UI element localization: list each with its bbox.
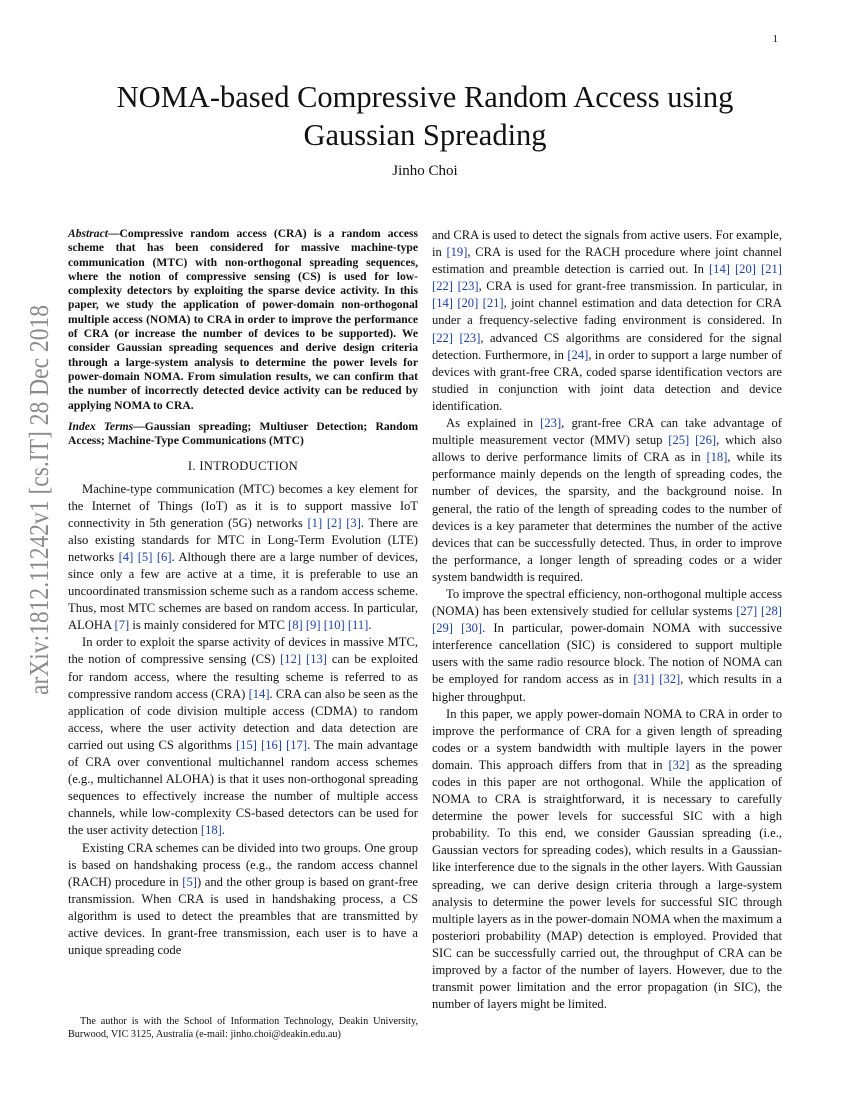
author-name: Jinho Choi	[392, 163, 458, 179]
section-heading-introduction: I. INTRODUCTION	[187, 459, 299, 474]
citation-link[interactable]: [22]	[432, 279, 453, 294]
citation-link[interactable]: [32]	[659, 672, 681, 687]
citation-link[interactable]: [9]	[305, 618, 321, 633]
text-run: .	[368, 618, 372, 633]
text-run: and CRA is used to detect the signals from active users. For example, in	[432, 228, 782, 260]
right-column	[432, 227, 782, 1013]
text-run: , CRA is used for grant-free transmission. In particular, in	[478, 279, 782, 294]
citation-link[interactable]: [21]	[482, 296, 504, 311]
citation-link[interactable]: [4]	[118, 549, 134, 564]
citation-link[interactable]: [20]	[457, 296, 479, 311]
citation-link[interactable]: [14]	[708, 262, 730, 277]
text-run: . Although there are a large number of devices, since only a few are active at a time, it is preferable to use an uncoordinated transmission scheme such as a random access scheme. Thus, most MTC schemes are based on random access. In particular, ALOHA	[68, 549, 418, 633]
citation-link[interactable]: [6]	[156, 549, 172, 564]
citation-link[interactable]: [22]	[432, 330, 453, 345]
text-run	[453, 621, 461, 635]
text-run: . CRA can also be seen as the application of code division multiple access (CDMA) to random access, where the user activity detection and data detection are carried out using CS algorithms	[68, 686, 418, 752]
index-terms-text: —Gaussian spreading; Multiuser Detection; Random Access; Machine-Type Communications (MTC)	[68, 419, 418, 448]
text-run: , which results in a higher throughput.	[432, 672, 782, 704]
text-run: , while its performance mainly depends on the length of spreading codes, the number of devices, the sparsity, and the background noise. In general, the ratio of the length of spreading codes to the number of devices is a key parameter that determines the number of the active devices that can be successfully detected. Thus, in order to improve the performance, a longer length of spreading codes or a wider system bandwidth is required.	[432, 450, 783, 584]
text-run: , which also allows to derive performance limits of CRA as in	[432, 433, 782, 465]
citation-link[interactable]: [23]	[457, 279, 479, 294]
text-run: , in order to support a large number of devices with grant-free CRA, coded sparse identification vectors are studied in conjunction with joint data detection and device identification.	[432, 347, 782, 413]
author-footnote: The author is with the School of Information Technology, Deakin University, Burwood, VIC 3125, Australia (e-mail: jinho.choi@deakin.edu.au)	[68, 1016, 418, 1040]
citation-link[interactable]: [7]	[114, 618, 130, 633]
citation-link[interactable]: [21]	[761, 262, 782, 277]
text-run: In order to exploit the sparse activity of devices in massive MTC, the notion of compressive sensing (CS)	[68, 635, 418, 667]
text-run: , CRA is used for the RACH procedure where joint channel estimation and preamble detection is carried out. In	[432, 245, 782, 277]
left-column	[68, 227, 418, 959]
citation-link[interactable]: [17]	[286, 737, 308, 752]
citation-link[interactable]: [26]	[695, 433, 717, 448]
citation-link[interactable]: [13]	[306, 652, 327, 667]
paragraph	[432, 706, 782, 1014]
citation-link[interactable]: [5]	[182, 874, 197, 889]
text-run: ) and the other group is based on grant-free transmission. When CRA is used in handshaking process, a CS algorithm is used to detect the preambles that are transmitted by active devices. In grant-free transmission, each user is to have a unique spreading code	[68, 874, 418, 958]
text-run: as the spreading codes in this paper are not orthogonal. While the application of NOMA to CRA is straightforward, it is necessary to carefully determine the power levels for successful SIC with a high probability. To this end, we consider Gaussian spreading (i.e., Gaussian vectors for spreading codes), which results in a Gaussian-like interference due to the signals in the other layers. With Gaussian spreading, we can derive design criteria through a large-system analysis to determine the power levels for successful SIC through multiple layers as in the power-domain NOMA when the maximum a posteriori probability (MAP) detection is employed. Provided that SIC can be successfully carried out, the throughput of CRA can be improved by a factor of the number of layers. However, due to the transmit power limitation and the error propagation (in SIC), the number of layers might be limited.	[432, 757, 782, 1012]
citation-link[interactable]: [23]	[459, 330, 481, 345]
title-line-1: NOMA-based Compressive Random Access using	[116, 80, 734, 114]
paragraph	[68, 840, 418, 960]
text-run: . In particular, power-domain NOMA with successive interference cancellation (SIC) is considered to support multiple users with the same radio resource block. The notion of NOMA can be employed for random access as in	[432, 621, 782, 687]
left-body-text	[68, 481, 418, 960]
citation-link[interactable]: [15]	[235, 737, 257, 752]
citation-link[interactable]: [11]	[347, 618, 369, 633]
citation-link[interactable]: [19]	[446, 245, 468, 260]
citation-link[interactable]: [23]	[540, 416, 562, 431]
abstract	[68, 227, 418, 413]
arxiv-stamp[interactable]	[8, 300, 60, 700]
text-run: As explained in	[446, 416, 541, 431]
citation-link[interactable]: [2]	[326, 515, 342, 530]
text-run: , joint channel estimation and data detection for CRA under a frequency-selective fading environment is considered. In	[432, 296, 782, 328]
citation-link[interactable]: [16]	[261, 737, 282, 752]
citation-link[interactable]: [30]	[461, 621, 483, 636]
text-run: . There are also existing standards for MTC in Long-Term Evolution (LTE) networks	[68, 515, 418, 564]
citation-link[interactable]: [28]	[761, 604, 782, 619]
abstract-label: Abstract	[68, 227, 108, 240]
text-run: can be exploited for random access, where the resulting scheme is referred to as compressive random access (CRA)	[68, 652, 418, 701]
citation-link[interactable]: [25]	[668, 433, 690, 448]
text-run: In this paper, we apply power-domain NOMA to CRA in order to improve the performance of CRA for a given length of spreading codes or a system bandwidth with multiple layers in the power domain. This approach differs from that in	[432, 706, 782, 772]
paragraph	[68, 634, 418, 839]
text-run: , advanced CS algorithms are considered for the signal detection. Furthermore, in	[432, 330, 782, 362]
page-number: 1	[772, 33, 778, 45]
citation-link[interactable]: [27]	[736, 604, 758, 619]
text-run: Machine-type communication (MTC) becomes a key element for the Internet of Things (IoT) as it is to support massive IoT connectivity in 5th generation (5G) networks	[68, 481, 418, 530]
citation-link[interactable]: [10]	[323, 618, 345, 633]
text-run: . The main advantage of CRA over conventional multichannel random access schemes (e.g., multichannel ALOHA) is that it uses non-orthogonal spreading sequences to effectively increase the number of multiple access channels, while low-complexity CS-based detectors can be used for the user activity detection	[68, 737, 418, 838]
abstract-text: —Compressive random access (CRA) is a random access scheme that has been considered for massive machine-type communication (MTC) with non-orthogonal spreading sequences, where the notion of compressive sensing (CS) is used for low-complexity detectors by exploiting the sparse device activity. In this paper, we study the application of power-domain non-orthogonal multiple access (NOMA) to CRA in order to improve the performance of CRA (or increase the number of devices to be supported). We consider Gaussian spreading sequences and derive design criteria through a large-system analysis to determine the power levels for power-domain NOMA. From simulation results, we can confirm that the number of incorrectly detected device activity can be reduced by applying NOMA to CRA.	[68, 227, 418, 412]
citation-link[interactable]: [32]	[668, 757, 690, 772]
citation-link[interactable]: [3]	[346, 515, 361, 530]
citation-link[interactable]: [18]	[200, 823, 222, 838]
citation-link[interactable]: [20]	[734, 262, 756, 277]
citation-link[interactable]: [5]	[137, 549, 153, 564]
text-run: is mainly considered for MTC	[129, 618, 289, 633]
citation-link[interactable]: [18]	[706, 450, 728, 465]
text-run: , grant-free CRA can take advantage of multiple measurement vector (MMV) setup	[432, 416, 782, 448]
index-terms	[68, 420, 418, 449]
index-terms-label: Index Terms	[68, 419, 134, 433]
paper-title	[70, 78, 780, 154]
paragraph	[432, 227, 782, 415]
paragraph	[432, 586, 782, 706]
citation-link[interactable]: [31]	[633, 672, 655, 687]
text-run: .	[221, 823, 226, 838]
arxiv-stamp-text: arXiv:1812.11242v1 [cs.IT] 28 Dec 2018	[24, 300, 54, 695]
right-body-text	[432, 227, 782, 1013]
paragraph	[432, 415, 782, 586]
citation-link[interactable]: [14]	[432, 296, 453, 311]
citation-link[interactable]: [12]	[280, 652, 302, 667]
citation-link[interactable]: [29]	[432, 621, 453, 636]
citation-link[interactable]: [14]	[248, 686, 270, 701]
citation-link[interactable]: [1]	[307, 515, 323, 530]
text-run: Existing CRA schemes can be divided into two groups. One group is based on handshaking process (e.g., the random access channel (RACH) procedure in	[68, 840, 418, 889]
citation-link[interactable]: [24]	[567, 347, 589, 362]
paragraph	[68, 481, 418, 635]
text-run: To improve the spectral efficiency, non-orthogonal multiple access (NOMA) has been extensively studied for cellular systems	[432, 586, 782, 619]
title-line-2: Gaussian Spreading	[303, 118, 547, 152]
citation-link[interactable]: [8]	[288, 618, 303, 633]
